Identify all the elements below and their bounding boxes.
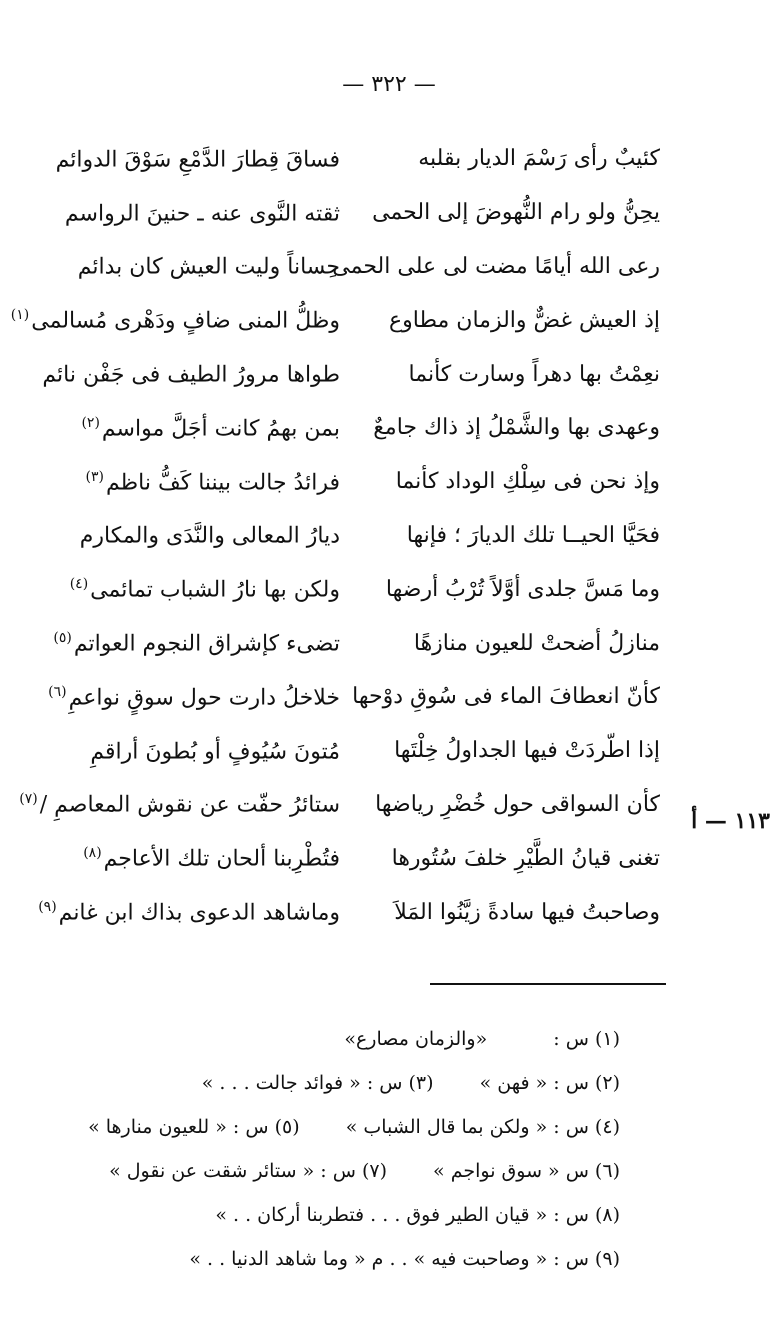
verse-second-hemistich — [19, 791, 340, 818]
verse — [40, 616, 660, 670]
verse-first-hemistich: وما مَسَّ جلدى أوَّلاً تُرْبُ أرضها — [385, 576, 660, 602]
verse — [40, 831, 660, 885]
verse-second-text: بمن بهمُ كانت أجَلَّ مواسم — [101, 416, 340, 442]
verse-first-hemistich: وإذ نحن فى سِلْكِ الوداد كأنما — [395, 469, 660, 495]
footnote-separator — [430, 983, 666, 985]
verse-first-hemistich: نعِمْتُ بها دهراً وسارت كأنما — [408, 361, 660, 387]
verse-second-hemistich — [40, 469, 340, 495]
footnote-line — [20, 1237, 620, 1281]
footnote: (٨) س : « قيان الطير فوق . . . فتطربنا أركان . . » — [215, 1204, 620, 1226]
footnote: (٧) س : « ستائر شقت عن نقول » — [109, 1160, 387, 1182]
verse — [40, 186, 660, 240]
verse-second-hemistich — [40, 684, 340, 710]
verse-first-hemistich: منازلُ أضحتْ للعيون منازهًا — [413, 630, 660, 656]
verse — [40, 455, 660, 509]
verse — [10, 293, 660, 347]
verse-second-text: وماشاهد الدعوى بذاك ابن غانم — [58, 900, 340, 926]
verse-second-text: ثقته النَّوى عنه ـ حنينَ الرواسم — [64, 200, 340, 226]
footnote: (٤) س : « ولكن بما قال الشباب » — [345, 1116, 620, 1138]
verse-second-hemistich — [10, 307, 340, 334]
verse-second-hemistich — [40, 253, 340, 279]
verse-second-hemistich — [40, 630, 340, 656]
verse — [40, 724, 660, 778]
footnote-marker: (٣) — [85, 468, 104, 485]
verse — [40, 347, 660, 401]
footnote-line — [20, 1061, 620, 1105]
verse-second-hemistich — [40, 522, 340, 548]
verse-first-hemistich: تغنى قيانُ الطَّيْرِ خلفَ سُتُورها — [391, 845, 660, 871]
footnote-marker: (٥) — [53, 629, 72, 646]
verse-second-text: تضىء كإشراق النجوم العواتم — [73, 631, 340, 657]
verse-second-text: خلاخلُ دارت حول سوقٍ نواعمِ — [68, 685, 340, 711]
footnote: (٥) س : « للعيون منارها » — [88, 1116, 300, 1138]
footnote-line — [20, 1017, 620, 1061]
verse-second-text: فرائدُ جالت بيننا كَفُّ ناظم — [106, 469, 340, 495]
footnotes — [20, 1017, 620, 1281]
footnote-marker: (٩) — [38, 898, 57, 915]
verse-second-hemistich — [40, 200, 340, 226]
footnote-marker: (٢) — [81, 414, 100, 431]
poem — [10, 132, 660, 939]
verse — [40, 885, 660, 939]
footnote: «والزمان مصارع» — [344, 1028, 488, 1050]
verse-first-hemistich: يحِنُّ ولو رام النُّهوضَ إلى الحمى — [372, 200, 660, 226]
footnote-marker: (٦) — [48, 683, 67, 700]
verse — [40, 132, 660, 186]
verse-first-hemistich: رعى الله أيامًا مضت لى على الحمى — [332, 253, 660, 279]
footnote-line — [20, 1149, 620, 1193]
footnote-marker: (٨) — [83, 845, 102, 862]
verse-first-hemistich: إذا اطّردَتْ فيها الجداولُ خِلْتَها — [394, 738, 660, 764]
verse-first-hemistich: فحَيَّا الحيــا تلك الديارَ ؛ فإنها — [406, 522, 660, 548]
verse-second-hemistich — [40, 899, 340, 925]
footnote: (٣) س : « فوائد جالت . . . » — [201, 1072, 434, 1094]
verse-first-hemistich: وعهدى بها والشَّمْلُ إذ ذاك جامعٌ — [373, 415, 660, 441]
verse-second-hemistich — [40, 738, 340, 764]
footnote-line — [20, 1193, 620, 1237]
footnote-line — [20, 1105, 620, 1149]
verse-second-text: فتُطْرِبنا ألحان تلك الأعاجم — [103, 846, 340, 872]
verse-second-hemistich — [40, 845, 340, 871]
footnote-marker: (١) — [10, 307, 30, 324]
verse — [40, 240, 660, 294]
verse — [40, 401, 660, 455]
manuscript-folio-reference: ١١٣ — أ — [691, 808, 770, 834]
footnote-marker: (٧) — [19, 791, 38, 808]
verse-second-text: ستائرُ حفّت عن نقوش المعاصمِ / — [39, 792, 340, 818]
verse — [40, 562, 660, 616]
verse-first-hemistich: وصاحبتُ فيها سادةً زيَّنُوا المَلاَ — [394, 899, 660, 925]
verse — [40, 509, 660, 563]
verse-first-hemistich: كأنّ انعطافَ الماء فى سُوقِ دوْحها — [352, 684, 660, 710]
footnote: (٢) س : « فهن » — [479, 1072, 620, 1094]
verse-first-hemistich: كئيبٌ رأى رَسْمَ الديار بقلبه — [418, 146, 660, 172]
verse-second-hemistich — [40, 361, 340, 387]
verse-second-text: مُتونَ سُيُوفٍ أو بُطونَ أراقمِ — [90, 738, 340, 764]
verse-second-text: طواها مرورُ الطيف فى جَفْن نائم — [42, 362, 340, 388]
verse-first-hemistich: كأن السواقى حول خُضْرِ رياضها — [375, 791, 660, 817]
verse-second-text: وظلُّ المنى ضافٍ ودَهْرى مُسالمى — [31, 308, 340, 334]
page-number: — ٣٢٢ — — [342, 72, 436, 97]
verse — [19, 778, 660, 832]
verse-first-hemistich: إذ العيش غضٌّ والزمان مطاوع — [389, 307, 660, 333]
footnote-marker: (٤) — [69, 576, 89, 593]
verse-second-text: حِساناً وليت العيش كان بدائم — [77, 254, 340, 280]
verse-second-text: فساقَ قِطارَ الدَّمْعِ سَوْقَ الدوائم — [55, 147, 340, 173]
footnote: (٩) س : « وصاحبت فيه » . . م « وما شاهد الدنيا . . » — [189, 1248, 620, 1270]
verse-second-text: ولكن بها نارُ الشباب تمائمى — [90, 577, 340, 603]
verse-second-text: ديارُ المعالى والنَّدَى والمكارم — [79, 523, 340, 549]
verse-second-hemistich — [40, 146, 340, 172]
footnote: (٦) س « سوق نواجم » — [433, 1160, 620, 1182]
verse-second-hemistich — [40, 576, 340, 602]
footnote: (١) س : — [553, 1028, 620, 1050]
verse — [40, 670, 660, 724]
verse-second-hemistich — [40, 415, 340, 441]
